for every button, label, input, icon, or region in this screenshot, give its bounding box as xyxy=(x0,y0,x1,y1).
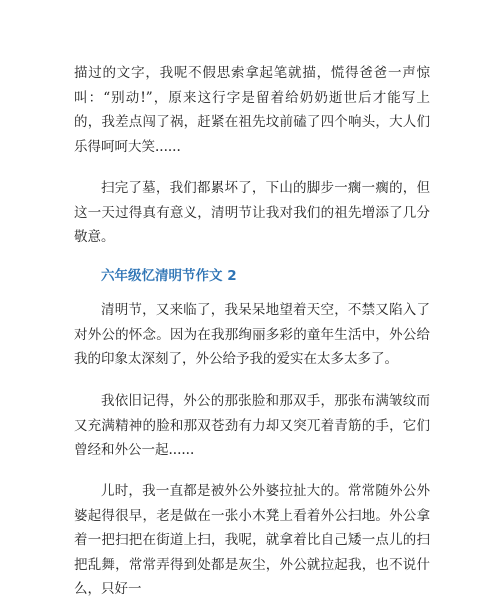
paragraph-1: 描过的文字，我呢不假思索拿起笔就描，慌得爸爸一声惊叫：“别动!”，原来这行字是留着给奶奶逝世后才能写上的，我差点闯了祸，赶紧在祖先坟前磕了四个响头，大人们乐得呵呵大笑...... xyxy=(74,65,430,155)
section-heading: 六年级忆清明节作文 2 xyxy=(101,268,237,284)
paragraph-2: 扫完了墓，我们都累坏了，下山的脚步一瘸一瘸的，但这一天过得真有意义，清明节让我对我们的祖先增添了几分敬意。 xyxy=(74,180,430,245)
paragraph-3: 清明节，又来临了，我呆呆地望着天空，不禁又陷入了对外公的怀念。因为在我那绚丽多彩的童年生活中，外公给我的印象太深刻了，外公给予我的爱实在太多太多了。 xyxy=(74,302,430,367)
paragraph-5: 儿时，我一直都是被外公外婆拉扯大的。常常随外公外婆起得很早，老是做在一张小木凳上看着外公扫地。外公拿着一把扫把在街道上扫，我呢，就拿着比自己矮一点儿的扫把乱舞，常常弄得到处都是灰尘，外公就拉起我，也不说什么，只好一 xyxy=(74,483,430,597)
paragraph-4: 我依旧记得，外公的那张脸和那双手，那张布满皱纹而又充满精神的脸和那双苍劲有力却又突兀着青筋的手，它们曾经和外公一起...... xyxy=(74,393,430,458)
